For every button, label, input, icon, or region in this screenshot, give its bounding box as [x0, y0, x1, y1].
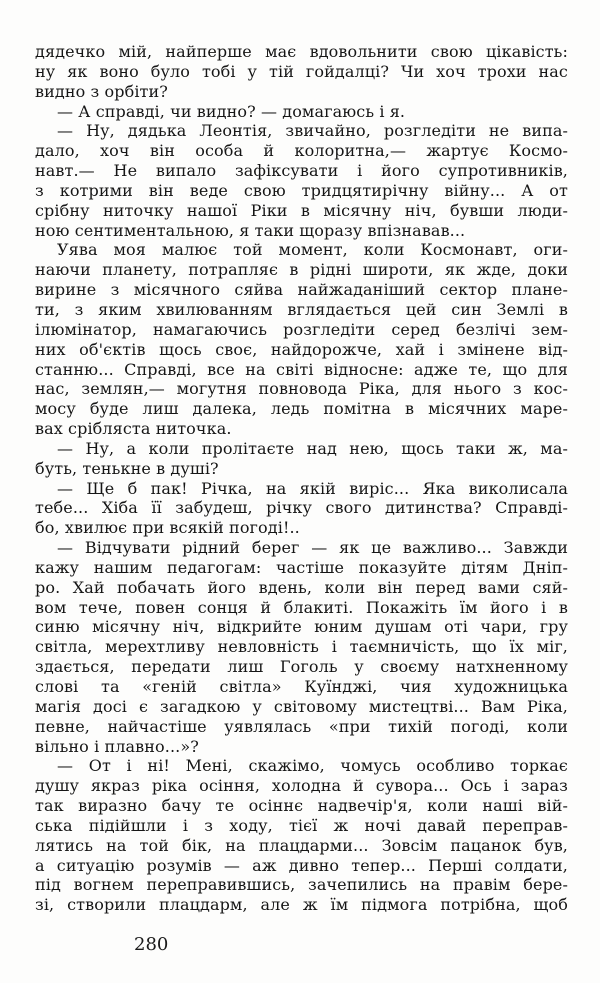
text-line: з котрими він веде свою тридцятирічну війну... А от — [35, 180, 568, 200]
text-line: них об'єктів щось своє, найдорожче, хай і змінене від- — [35, 339, 568, 359]
text-line: срібну ниточку нашої Ріки в місячну ніч, бувши люди- — [35, 200, 568, 220]
text-line: вах срібляста ниточка. — [35, 419, 232, 439]
text-line: ти, з яким хвилюванням вглядається цей син Землі в — [35, 299, 568, 319]
text-line: навт.— Не випало зафіксувати і його супротивників, — [35, 161, 568, 181]
text-line: дядечко мій, найперше має вдовольнити свою цікавість: — [35, 42, 568, 61]
page-number: 280 — [134, 934, 169, 955]
text-line: синю місячну ніч, відкрийте юним душам оті чари, гру — [35, 617, 568, 637]
text-line: видно з орбіти? — [35, 81, 168, 101]
text-block — [35, 42, 568, 915]
text-line: станню... Справді, все на світі відносне: адже те, що для — [35, 359, 568, 379]
text-line: ро. Хай побачать його вдень, коли він перед вами сяй- — [35, 577, 568, 597]
text-line: бо, хвилює при всякій погоді!.. — [35, 518, 300, 538]
text-line: буть, тенькне в душі? — [35, 458, 219, 478]
text-line: дало, хоч він особа й колоритна,— жартує Космо- — [35, 141, 568, 161]
text-line: душу якраз ріка осіння, холодна й сувора... Ось і зараз — [35, 776, 568, 796]
text-line: вирине з місячного сяйва найжаданіший сектор плане- — [35, 280, 568, 300]
text-line: під вогнем переправившись, зачепились на правім бере- — [35, 875, 568, 895]
text-line: нас, землян,— могутня повновода Ріка, для нього з кос- — [35, 379, 568, 399]
text-line: ська підійшли і з ходу, тієї ж ночі давай переправ- — [35, 815, 568, 835]
text-line: — Ну, дядька Леонтія, звичайно, розгледіти не випа- — [57, 121, 568, 141]
text-line: вільно і плавно...»? — [35, 736, 199, 756]
text-line: кажу нашим педагогам: частіше показуйте дітям Дніп- — [35, 557, 568, 577]
text-line: ілюмінатор, намагаючись розгледіти серед безлічі зем- — [35, 319, 568, 339]
text-line: світла, мерехтливу невловність і таємничість, що їх міг, — [35, 637, 568, 657]
text-line: наючи планету, потрапляє в рідні широти, як жде, доки — [35, 260, 568, 280]
text-line: тебе... Хіба її забудеш, річку свого дитинства? Справді- — [35, 498, 568, 518]
text-line: — Ще б пак! Річка, на якій виріс... Яка виколисала — [57, 478, 568, 498]
text-line: здається, передати лиш Гоголь у своєму натхненному — [35, 657, 568, 677]
text-line: зі, створили плацдарм, але ж їм підмога потрібна, щоб — [35, 895, 568, 915]
text-line: певне, найчастіше уявлялась «при тихій погоді, коли — [35, 716, 568, 736]
text-line: — От і ні! Мені, скажімо, чомусь особливо торкає — [57, 756, 568, 776]
text-line: так виразно бачу те осіннє надвечір'я, коли наші вій- — [35, 796, 568, 816]
text-line: а ситуацію розумів — аж дивно тепер... Перші солдати, — [35, 855, 568, 875]
text-line: магія досі є загадкою у світовому мистецтві... Вам Ріка, — [35, 696, 568, 716]
text-line: вом тече, повен сонця й блакиті. Покажіть їм його і в — [35, 597, 568, 617]
text-line: мосу буде лиш далека, ледь помітна в місячних маре- — [35, 399, 568, 419]
text-line: ною сентиментальною, я таки щоразу впізнавав... — [35, 220, 466, 240]
text-line: — А справді, чи видно? — домагаюсь і я. — [57, 101, 406, 121]
text-line: слові та «геній світла» Куїнджі, чия художницька — [35, 677, 568, 696]
text-line: Уява моя малює той момент, коли Космонавт, оги- — [57, 240, 568, 260]
text-line: — Ну, а коли пролітаєте над нею, щось таки ж, ма- — [57, 438, 568, 458]
text-line: ну як воно було тобі у тій гойдалці? Чи хоч трохи нас — [35, 61, 568, 81]
text-line: — Відчувати рідний берег — як це важливо... Завжди — [57, 538, 568, 558]
text-line: лятись на той бік, на плацдарми... Зовсім пацанок був, — [35, 835, 568, 855]
